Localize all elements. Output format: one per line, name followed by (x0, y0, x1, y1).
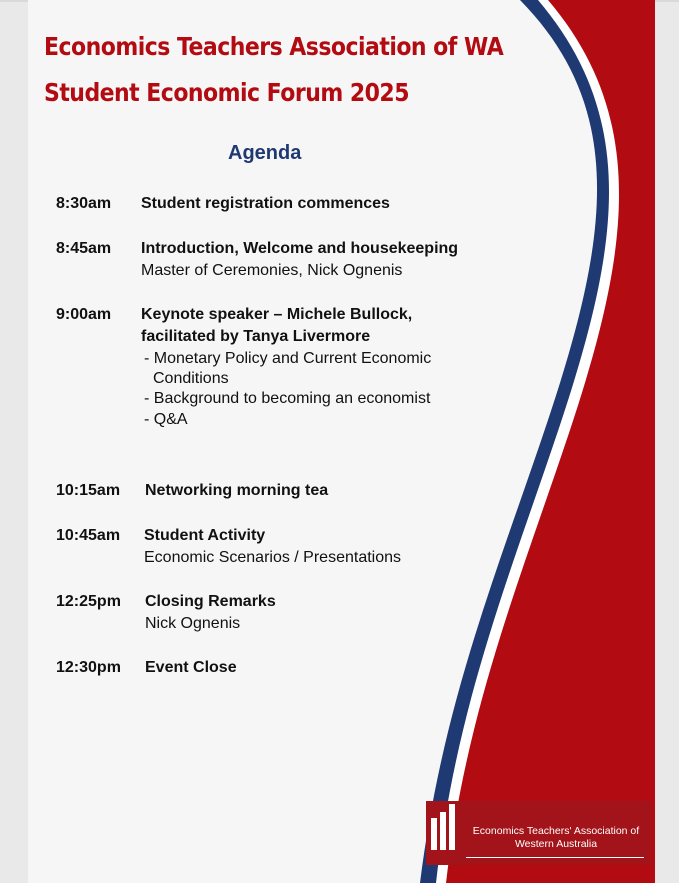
agenda-bullet: - Q&A (144, 411, 188, 428)
agenda-item-title-line2: facilitated by Tanya Livermore (141, 328, 371, 345)
agenda-item-detail: Economic Scenarios / Presentations (144, 549, 402, 566)
agenda-item-title: Closing Remarks (145, 593, 276, 610)
logo-underline (466, 857, 644, 858)
agenda-item-title: Student registration commences (141, 195, 390, 212)
agenda-heading: Agenda (228, 142, 302, 164)
agenda-time: 12:30pm (56, 659, 121, 676)
agenda-time: 8:45am (56, 240, 112, 257)
agenda-bullet: - Monetary Policy and Current Economic (144, 350, 432, 367)
agenda-time: 10:45am (56, 527, 121, 544)
agenda-time: 8:30am (56, 195, 112, 212)
agenda-item-title: Networking morning tea (145, 482, 329, 499)
agenda-time: 12:25pm (56, 593, 121, 610)
agenda-item-title: Event Close (145, 659, 237, 676)
logo-text-line1: Economics Teachers' Association of (472, 825, 640, 837)
logo-text-line2: Western Australia (514, 838, 598, 850)
agenda-time: 9:00am (56, 306, 112, 323)
agenda-bullet: - Background to becoming an economist (144, 390, 431, 407)
decorative-wave-graphic (28, 0, 655, 883)
agenda-item-title: Student Activity (144, 527, 266, 544)
agenda-item-title: Keynote speaker – Michele Bullock, (141, 306, 413, 323)
agenda-item-detail: Master of Ceremonies, Nick Ognenis (141, 262, 403, 279)
association-title: Economics Teachers Association of WA (44, 32, 504, 61)
agenda-page (28, 0, 655, 883)
agenda-item-title: Introduction, Welcome and housekeeping (141, 240, 459, 257)
forum-title: Student Economic Forum 2025 (44, 78, 409, 107)
agenda-time: 10:15am (56, 482, 121, 499)
logo-bars-icon (429, 802, 459, 852)
agenda-item-detail: Nick Ognenis (145, 615, 241, 632)
logo-text (466, 825, 646, 851)
association-logo (426, 801, 651, 865)
agenda-bullet-continuation: Conditions (153, 370, 229, 387)
